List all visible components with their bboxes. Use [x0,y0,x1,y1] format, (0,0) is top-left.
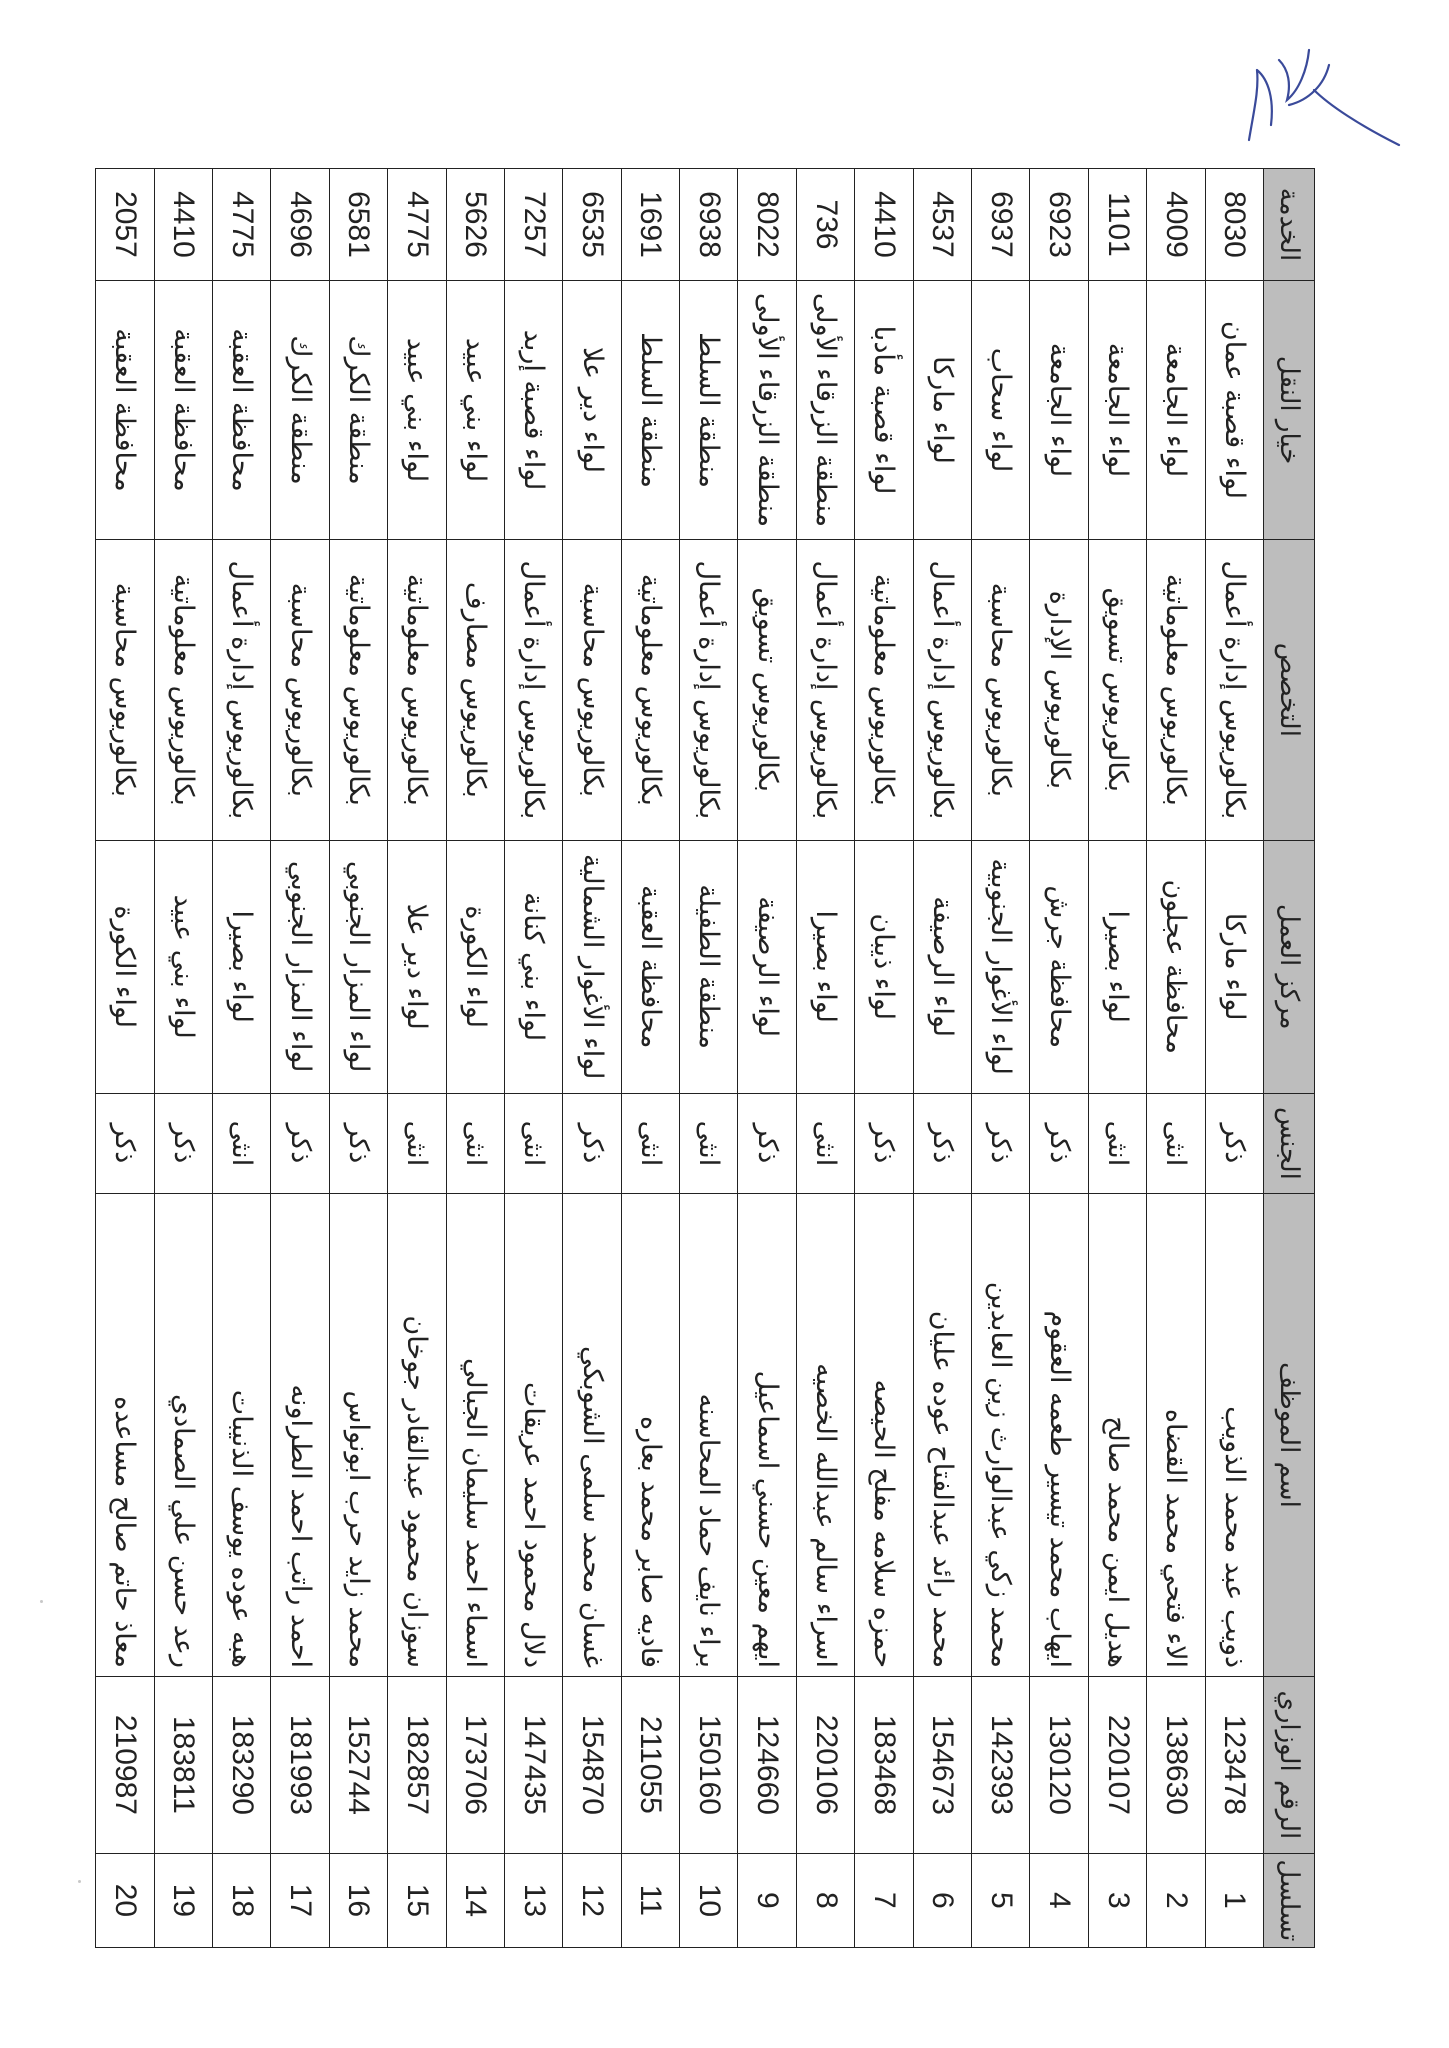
cell-transfer-option: لواء قصبة إربد [504,280,562,539]
cell-transfer-option: منطقة الكرك [329,280,387,539]
cell-work-center: لواء بني كنانة [504,840,562,1093]
table-row [855,169,913,1948]
table-row [1205,169,1263,1948]
cell-specialization: بكالوريوس إدارة أعمال [212,540,270,840]
table-row [1030,169,1088,1948]
table-row [680,169,738,1948]
table-row [446,169,504,1948]
cell-transfer-option: لواء بني عبيد [388,280,446,539]
cell-gender: انثى [680,1093,738,1193]
cell-service: 6923 [1030,169,1088,281]
cell-specialization: بكالوريوس معلوماتية [388,540,446,840]
cell-name: اسماء احمد سليمان الجبالي [446,1194,504,1677]
cell-name: محمد زايد حرب ابونواس [329,1194,387,1677]
cell-work-center: لواء بصيرا [796,840,854,1093]
header-name: اسم الموظف [1264,1194,1315,1677]
cell-transfer-option: لواء الجامعة [1147,280,1205,539]
cell-ministry-id: 183290 [212,1677,270,1854]
cell-name: هديل ايمن محمد صالح [1088,1194,1146,1677]
cell-ministry-id: 123478 [1205,1677,1263,1854]
table-row [96,169,155,1948]
cell-gender: ذكر [1205,1093,1263,1193]
table-row [154,169,212,1948]
header-row [1264,169,1315,1948]
cell-service: 7257 [504,169,562,281]
cell-name: سوزان محمود عبدالقادر جوخان [388,1194,446,1677]
cell-service: 8030 [1205,169,1263,281]
cell-service: 4410 [855,169,913,281]
cell-specialization: بكالوريوس محاسبة [271,540,329,840]
cell-name: محمد رائد عبدالفتاح عوده عليان [913,1194,971,1677]
table-row [621,169,679,1948]
cell-seq: 19 [154,1853,212,1947]
cell-name: اسراء سالم عبدالله الخصيه [796,1194,854,1677]
cell-transfer-option: محافظة العقبة [96,280,155,539]
cell-seq: 1 [1205,1853,1263,1947]
cell-transfer-option: لواء بني عبيد [446,280,504,539]
cell-gender: ذكر [563,1093,621,1193]
cell-work-center: لواء ماركا [1205,840,1263,1093]
cell-gender: ذكر [855,1093,913,1193]
cell-ministry-id: 181993 [271,1677,329,1854]
scan-speck [78,1880,81,1883]
cell-gender: ذكر [271,1093,329,1193]
cell-gender: انثى [1147,1093,1205,1193]
cell-name: دلال محمود احمد عريقات [504,1194,562,1677]
cell-transfer-option: منطقة السلط [680,280,738,539]
cell-name: ايهاب محمد تيسير طعمه العقوم [1030,1194,1088,1677]
cell-service: 4696 [271,169,329,281]
cell-work-center: محافظة عجلون [1147,840,1205,1093]
cell-seq: 2 [1147,1853,1205,1947]
cell-seq: 12 [563,1853,621,1947]
cell-ministry-id: 154870 [563,1677,621,1854]
cell-name: ايهم معين حسني اسماعيل [738,1194,796,1677]
cell-service: 1101 [1088,169,1146,281]
header-seq: تسلسل [1264,1853,1315,1947]
cell-specialization: بكالوريوس محاسبة [96,540,155,840]
cell-service: 8022 [738,169,796,281]
table-row [972,169,1030,1948]
cell-work-center: لواء الأغوار الشمالية [563,840,621,1093]
cell-seq: 4 [1030,1853,1088,1947]
cell-seq: 3 [1088,1853,1146,1947]
cell-gender: ذكر [329,1093,387,1193]
cell-specialization: بكالوريوس محاسبة [563,540,621,840]
cell-ministry-id: 154673 [913,1677,971,1854]
table-row [796,169,854,1948]
cell-name: الاء فتحي محمد القضاه [1147,1194,1205,1677]
cell-gender: ذكر [913,1093,971,1193]
cell-gender: انثى [446,1093,504,1193]
table-row [212,169,270,1948]
header-transfer-option: خيار النقل [1264,280,1315,539]
table-row [329,169,387,1948]
cell-ministry-id: 147435 [504,1677,562,1854]
cell-ministry-id: 182857 [388,1677,446,1854]
cell-seq: 17 [271,1853,329,1947]
cell-seq: 14 [446,1853,504,1947]
cell-service: 4410 [154,169,212,281]
header-service: الخدمة [1264,169,1315,281]
cell-transfer-option: محافظة العقبة [212,280,270,539]
cell-ministry-id: 220106 [796,1677,854,1854]
cell-work-center: منطقة الطفيلة [680,840,738,1093]
cell-specialization: بكالوريوس معلوماتية [154,540,212,840]
cell-gender: ذكر [738,1093,796,1193]
cell-specialization: بكالوريوس إدارة أعمال [1205,540,1263,840]
cell-seq: 6 [913,1853,971,1947]
cell-transfer-option: منطقة الكرك [271,280,329,539]
cell-work-center: محافظة جرش [1030,840,1088,1093]
cell-gender: انثى [388,1093,446,1193]
cell-name: محمد زكي عبدالوارث زين العابدين [972,1194,1030,1677]
cell-service: 4775 [388,169,446,281]
cell-seq: 20 [96,1853,155,1947]
cell-transfer-option: محافظة العقبة [154,280,212,539]
cell-service: 6581 [329,169,387,281]
cell-specialization: بكالوريوس تسويق [1088,540,1146,840]
cell-specialization: بكالوريوس تسويق [738,540,796,840]
table-row [504,169,562,1948]
cell-service: 6938 [680,169,738,281]
cell-specialization: بكالوريوس مصارف [446,540,504,840]
cell-ministry-id: 183811 [154,1677,212,1854]
cell-name: احمد راتب احمد الطراونه [271,1194,329,1677]
header-ministry-id: الرقم الوزاري [1264,1677,1315,1854]
cell-specialization: بكالوريوس الإدارة [1030,540,1088,840]
cell-work-center: لواء ذيبان [855,840,913,1093]
table-container [95,168,1315,1948]
cell-specialization: بكالوريوس إدارة أعمال [680,540,738,840]
cell-work-center: لواء الكورة [96,840,155,1093]
cell-service: 4775 [212,169,270,281]
handwritten-signature [1229,30,1409,180]
cell-specialization: بكالوريوس محاسبة [972,540,1030,840]
cell-work-center: لواء الرصيفة [913,840,971,1093]
cell-work-center: لواء المزار الجنوبي [271,840,329,1093]
cell-specialization: بكالوريوس معلوماتية [855,540,913,840]
cell-ministry-id: 220107 [1088,1677,1146,1854]
cell-transfer-option: لواء سحاب [972,280,1030,539]
cell-seq: 5 [972,1853,1030,1947]
cell-service: 2057 [96,169,155,281]
cell-seq: 8 [796,1853,854,1947]
cell-service: 1691 [621,169,679,281]
cell-gender: ذكر [96,1093,155,1193]
cell-specialization: بكالوريوس معلوماتية [329,540,387,840]
header-work-center: مركز العمل [1264,840,1315,1093]
cell-gender: ذكر [972,1093,1030,1193]
employee-transfer-table [95,168,1315,1948]
cell-gender: ذكر [1030,1093,1088,1193]
cell-transfer-option: لواء قصبة مأدبا [855,280,913,539]
cell-ministry-id: 138630 [1147,1677,1205,1854]
table-row [271,169,329,1948]
cell-name: معاذ حاتم صالح مساعده [96,1194,155,1677]
cell-ministry-id: 210987 [96,1677,155,1854]
cell-gender: انثى [1088,1093,1146,1193]
cell-transfer-option: منطقة السلط [621,280,679,539]
cell-work-center: لواء بصيرا [1088,840,1146,1093]
table-row [388,169,446,1948]
cell-service: 736 [796,169,854,281]
cell-specialization: بكالوريوس إدارة أعمال [913,540,971,840]
cell-seq: 16 [329,1853,387,1947]
cell-service: 6535 [563,169,621,281]
cell-seq: 11 [621,1853,679,1947]
cell-transfer-option: لواء دير علا [563,280,621,539]
table-row [1147,169,1205,1948]
cell-specialization: بكالوريوس إدارة أعمال [796,540,854,840]
cell-ministry-id: 142393 [972,1677,1030,1854]
cell-name: رعد حسن علي الصمادي [154,1194,212,1677]
cell-seq: 15 [388,1853,446,1947]
cell-service: 4009 [1147,169,1205,281]
cell-work-center: لواء بني عبيد [154,840,212,1093]
cell-transfer-option: لواء الجامعة [1088,280,1146,539]
header-gender: الجنس [1264,1093,1315,1193]
cell-seq: 18 [212,1853,270,1947]
cell-ministry-id: 173706 [446,1677,504,1854]
cell-work-center: لواء بصيرا [212,840,270,1093]
cell-ministry-id: 130120 [1030,1677,1088,1854]
cell-name: غسان محمد سلمى الشوبكي [563,1194,621,1677]
cell-work-center: لواء الأغوار الجنوبية [972,840,1030,1093]
cell-work-center: لواء المزار الجنوبي [329,840,387,1093]
cell-specialization: بكالوريوس معلوماتية [1147,540,1205,840]
cell-ministry-id: 152744 [329,1677,387,1854]
cell-transfer-option: منطقة الزرقاء الأولى [796,280,854,539]
cell-specialization: بكالوريوس معلوماتية [621,540,679,840]
cell-service: 5626 [446,169,504,281]
cell-name: ذويب عبد محمد الذويب [1205,1194,1263,1677]
cell-name: هبه عوده يوسف الذنيبات [212,1194,270,1677]
cell-transfer-option: لواء قصبة عمان [1205,280,1263,539]
cell-seq: 9 [738,1853,796,1947]
header-specialization: التخصص [1264,540,1315,840]
cell-gender: انثى [796,1093,854,1193]
table-row [913,169,971,1948]
cell-service: 6937 [972,169,1030,281]
cell-name: براء نايف حماد المحاسنه [680,1194,738,1677]
table-row [563,169,621,1948]
cell-gender: ذكر [154,1093,212,1193]
table-row [738,169,796,1948]
cell-ministry-id: 183468 [855,1677,913,1854]
cell-seq: 10 [680,1853,738,1947]
cell-transfer-option: لواء ماركا [913,280,971,539]
cell-transfer-option: لواء الجامعة [1030,280,1088,539]
scan-speck [40,1600,43,1603]
cell-name: حمزه سلامه مفلح الحيصه [855,1194,913,1677]
cell-ministry-id: 211055 [621,1677,679,1854]
table-row [1088,169,1146,1948]
cell-work-center: لواء دير علا [388,840,446,1093]
cell-seq: 13 [504,1853,562,1947]
cell-work-center: محافظة العقبة [621,840,679,1093]
cell-gender: انثى [621,1093,679,1193]
cell-seq: 7 [855,1853,913,1947]
cell-gender: انثى [212,1093,270,1193]
cell-work-center: لواء الكورة [446,840,504,1093]
cell-ministry-id: 124660 [738,1677,796,1854]
cell-work-center: لواء الرصيفة [738,840,796,1093]
cell-transfer-option: منطقة الزرقاء الأولى [738,280,796,539]
cell-ministry-id: 150160 [680,1677,738,1854]
cell-gender: انثى [504,1093,562,1193]
cell-name: فاديه صابر محمد بعاره [621,1194,679,1677]
cell-service: 4537 [913,169,971,281]
cell-specialization: بكالوريوس إدارة أعمال [504,540,562,840]
